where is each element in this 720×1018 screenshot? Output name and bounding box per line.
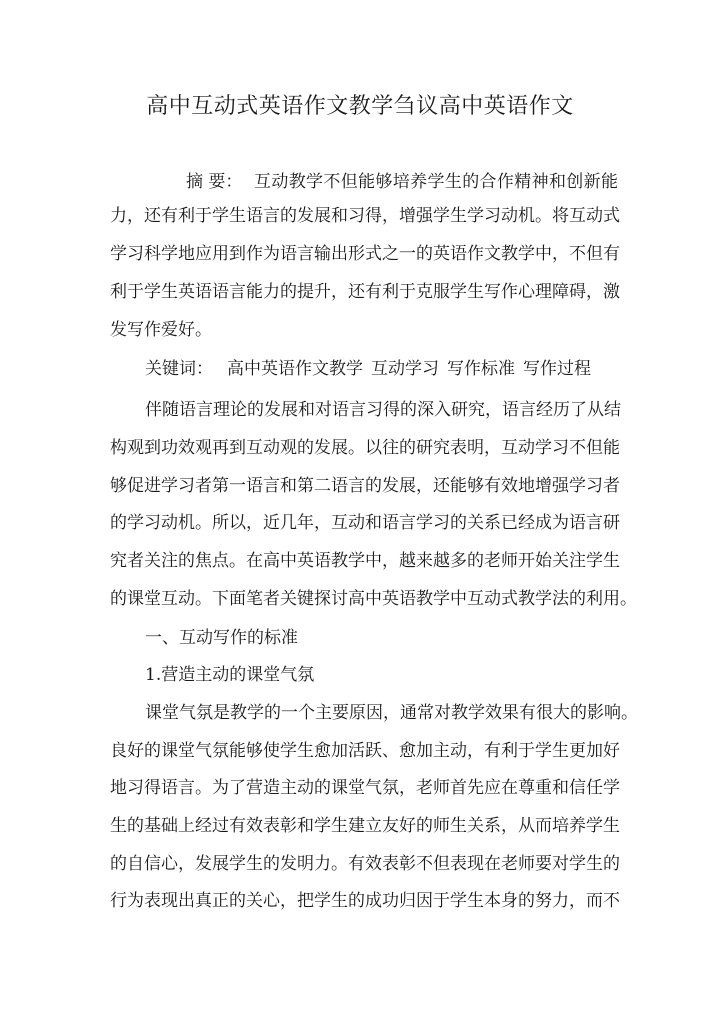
paragraph-line: 课堂气氛是教学的一个主要原因，通常对教学效果有很大的影响。 [145, 703, 638, 723]
document-title: 高中互动式英语作文教学刍议高中英语作文 [146, 94, 574, 119]
abstract-line: 互动教学不但能够培养学生的合作精神和创新能 [254, 172, 618, 192]
paragraph-line: 够促进学习者第一语言和第二语言的发展，还能够有效地增强学习者 [110, 476, 620, 496]
keyword-item: 写作过程 [523, 359, 591, 379]
paragraph-line: 良好的课堂气氛能够使学生愈加活跃、愈加主动，有利于学生更加好 [110, 741, 620, 761]
paragraph-line: 构观到功效观再到互动观的发展。以往的研究表明，互动学习不但能 [110, 438, 620, 458]
paragraph-line: 究者关注的焦点。在高中英语教学中，越来越多的老师开始关注学生 [110, 551, 620, 571]
abstract-line: 学习科学地应用到作为语言输出形式之一的英语作文教学中，不但有 [110, 244, 620, 264]
paragraph-line: 的自信心，发展学生的发明力。有效表彰不但表现在老师要对学生的 [110, 854, 620, 874]
keywords-label: 关键词： [145, 359, 213, 379]
keywords-line [145, 357, 618, 381]
section-heading: 一、互动写作的标准 [145, 628, 298, 648]
subsection-heading: 1.营造主动的课堂气氛 [145, 665, 315, 685]
paragraph-line: 地习得语言。为了营造主动的课堂气氛，老师首先应在尊重和信任学 [110, 778, 620, 798]
paragraph-line: 生的基础上经过有效表彰和学生建立友好的师生关系，从而培养学生 [110, 816, 620, 836]
abstract-line: 发写作爱好。 [110, 320, 212, 340]
keyword-item: 互动学习 [371, 359, 439, 379]
paragraph-line: 伴随语言理论的发展和对语言习得的深入研究，语言经历了从结 [145, 400, 621, 420]
paragraph-line: 的学习动机。所以，近几年，互动和语言学习的关系已经成为语言研 [110, 513, 620, 533]
abstract-label: 摘 要： [186, 172, 243, 192]
paragraph-line: 行为表现出真正的关心，把学生的成功归因于学生本身的努力，而不 [110, 891, 620, 911]
abstract-line: 力，还有利于学生语言的发展和习得，增强学生学习动机。将互动式 [110, 206, 620, 226]
paragraph-line: 的课堂互动。下面笔者关键探讨高中英语教学中互动式教学法的利用。 [110, 589, 637, 609]
abstract-line: 利于学生英语语言能力的提升，还有利于克服学生写作心理障碍，激 [110, 282, 620, 302]
keyword-item: 高中英语作文教学 [227, 359, 363, 379]
keyword-item: 写作标准 [447, 359, 515, 379]
